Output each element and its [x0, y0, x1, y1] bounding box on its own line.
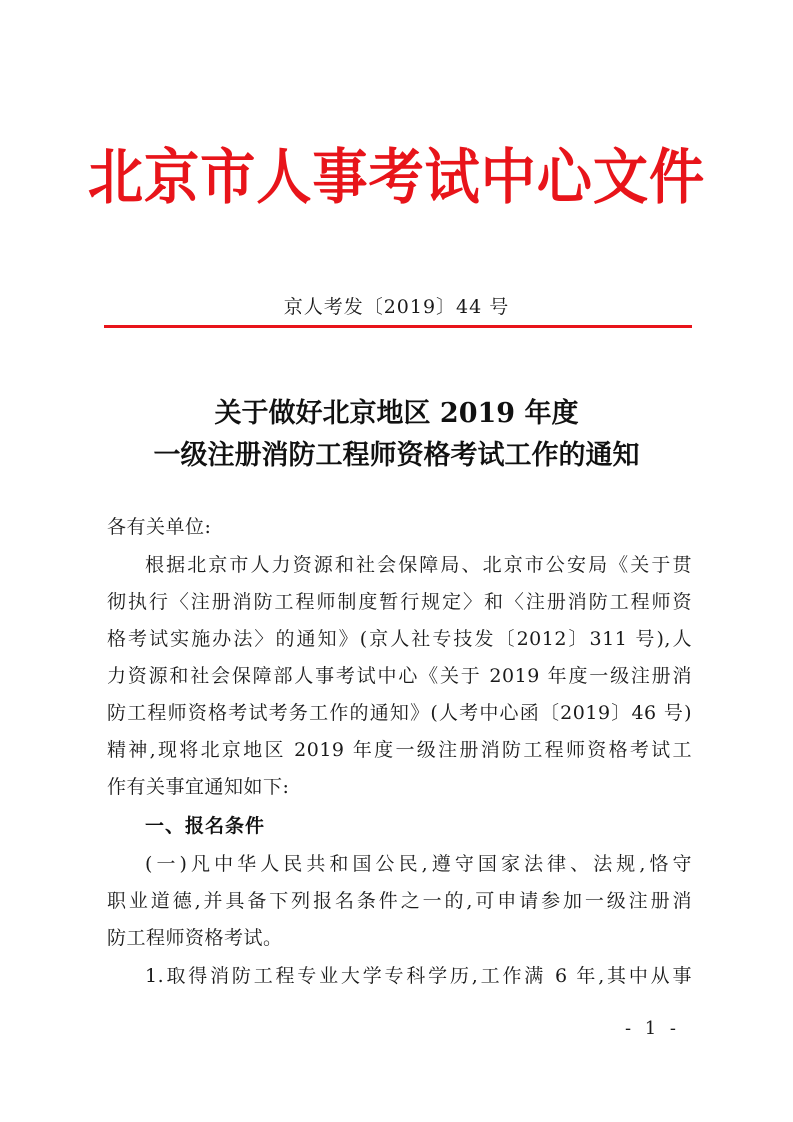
paragraph-line: 防工程师资格考试考务工作的通知》(人考中心函〔2019〕46 号) [107, 702, 692, 724]
notice-title-line-1: 关于做好北京地区 2019 年度 [214, 398, 579, 429]
paragraph-line: (一)凡中华人民共和国公民,遵守国家法律、法规,恪守 [145, 853, 692, 875]
paragraph-line: 彻执行〈注册消防工程师制度暂行规定〉和〈注册消防工程师资 [107, 591, 692, 613]
document-number: 京人考发〔2019〕44 号 [283, 296, 510, 318]
list-item-line: 1.取得消防工程专业大学专科学历,工作满 6 年,其中从事 [145, 965, 692, 987]
paragraph-line: 作有关事宜通知如下: [107, 776, 290, 798]
paragraph-line: 职业道德,并具备下列报名条件之一的,可申请参加一级注册消 [107, 890, 692, 912]
notice-title-line-2: 一级注册消防工程师资格考试工作的通知 [153, 440, 640, 471]
salutation: 各有关单位: [107, 516, 212, 538]
paragraph-line: 力资源和社会保障部人事考试中心《关于 2019 年度一级注册消 [107, 665, 692, 687]
page-number: - 1 - [624, 1018, 680, 1039]
document-masthead: 北京市人事考试中心文件 [87, 143, 706, 213]
paragraph-line: 精神,现将北京地区 2019 年度一级注册消防工程师资格考试工 [107, 739, 692, 761]
red-divider-rule [104, 325, 692, 328]
paragraph-line: 防工程师资格考试。 [107, 927, 283, 949]
section-heading: 一、报名条件 [145, 815, 266, 837]
paragraph-line: 根据北京市人力资源和社会保障局、北京市公安局《关于贯 [145, 554, 692, 576]
paragraph-line: 格考试实施办法〉的通知》(京人社专技发〔2012〕311 号),人 [107, 628, 692, 650]
